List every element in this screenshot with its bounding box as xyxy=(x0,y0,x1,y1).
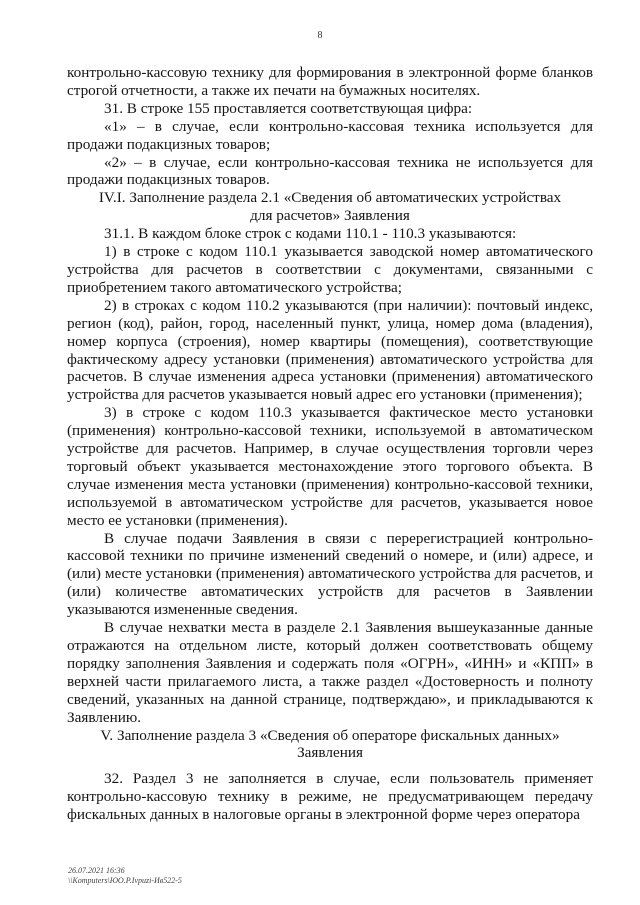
paragraph: 1) в строке с кодом 110.1 указывается заводской номер автоматического устройства для расчетов в соответствии с документами, связанными с приобретением такого автоматического устройства; xyxy=(67,243,593,296)
section-heading: V. Заполнение раздела 3 «Сведения об операторе фискальных данных» Заявления xyxy=(100,726,560,762)
paragraph: «2» – в случае, если контрольно-кассовая техника не используется для продажи подакцизных товаров. xyxy=(67,153,593,189)
paragraph: В случае подачи Заявления в связи с перерегистрацией контрольно-кассовой техники по причине изменений сведений о номере, и (или) адресе, и (или) месте установки (применения) автоматического устройства для расчетов, и (или) количестве автоматических устройств для расчетов в Заявлении указываются измененные сведения. xyxy=(67,529,593,619)
print-footer xyxy=(68,866,182,886)
footer-timestamp: 26.07.2021 16:36 xyxy=(68,866,125,875)
paragraph: 3) в строке с кодом 110.3 указывается фактическое место установки (применения) контрольно-кассовой техники, используемой в автоматическом устройстве для расчетов. Например, в случае осуществления торговли через торговый объект указывается местонахождение этого торгового объекта. В случае изменения места установки (применения) контрольно-кассовой техники, используемой в автоматическом устройстве для расчетов, указывается новое место ее установки (применения). xyxy=(67,404,593,529)
paragraph: 32. Раздел 3 не заполняется в случае, если пользователь применяет контрольно-кассовую технику в режиме, не предусматривающем передачу фискальных данных в налоговые органы в электронной форме через оператора xyxy=(67,770,593,824)
footer-path: \\Komputers\ЮО.Р.Ivpuzi-Ив522-5 xyxy=(68,876,182,885)
paragraph: В случае нехватки места в разделе 2.1 Заявления вышеуказанные данные отражаются на отдельном листе, который должен соответствовать общему порядку заполнения Заявления и содержать поля «ОГРН», «ИНН» и «КПП» в верхней части прилагаемого листа, а также раздел «Достоверность и полноту сведений, указанных на данной странице, подтверждаю», и прикладываются к Заявлению. xyxy=(67,619,593,726)
page-number: 8 xyxy=(317,30,323,41)
paragraph: контрольно-кассовую технику для формирования в электронной форме бланков строгой отчетности, а также их печати на бумажных носителях. xyxy=(67,64,593,99)
section-heading: IV.I. Заполнение раздела 2.1 «Сведения об автоматических устройствах для расчетов» Заявления xyxy=(98,189,562,225)
paragraph: 31. В строке 155 проставляется соответствующая цифра: xyxy=(104,99,473,117)
document-body xyxy=(67,64,593,824)
paragraph: 2) в строках с кодом 110.2 указываются (при наличии): почтовый индекс, регион (код), район, город, населенный пункт, улица, номер дома (владения), номер корпуса (строения), номер квартиры (помещения), соответствующие фактическому адресу установки (применения) автоматического устройства для расчетов. В случае изменения адреса установки (применения) автоматического устройства для расчетов указывается новый адрес его установки (применения); xyxy=(67,296,593,404)
paragraph: 31.1. В каждом блоке строк с кодами 110.1 - 110.3 указываются: xyxy=(104,225,517,243)
paragraph: «1» – в случае, если контрольно-кассовая техника используется для продажи подакцизных товаров; xyxy=(67,117,593,153)
